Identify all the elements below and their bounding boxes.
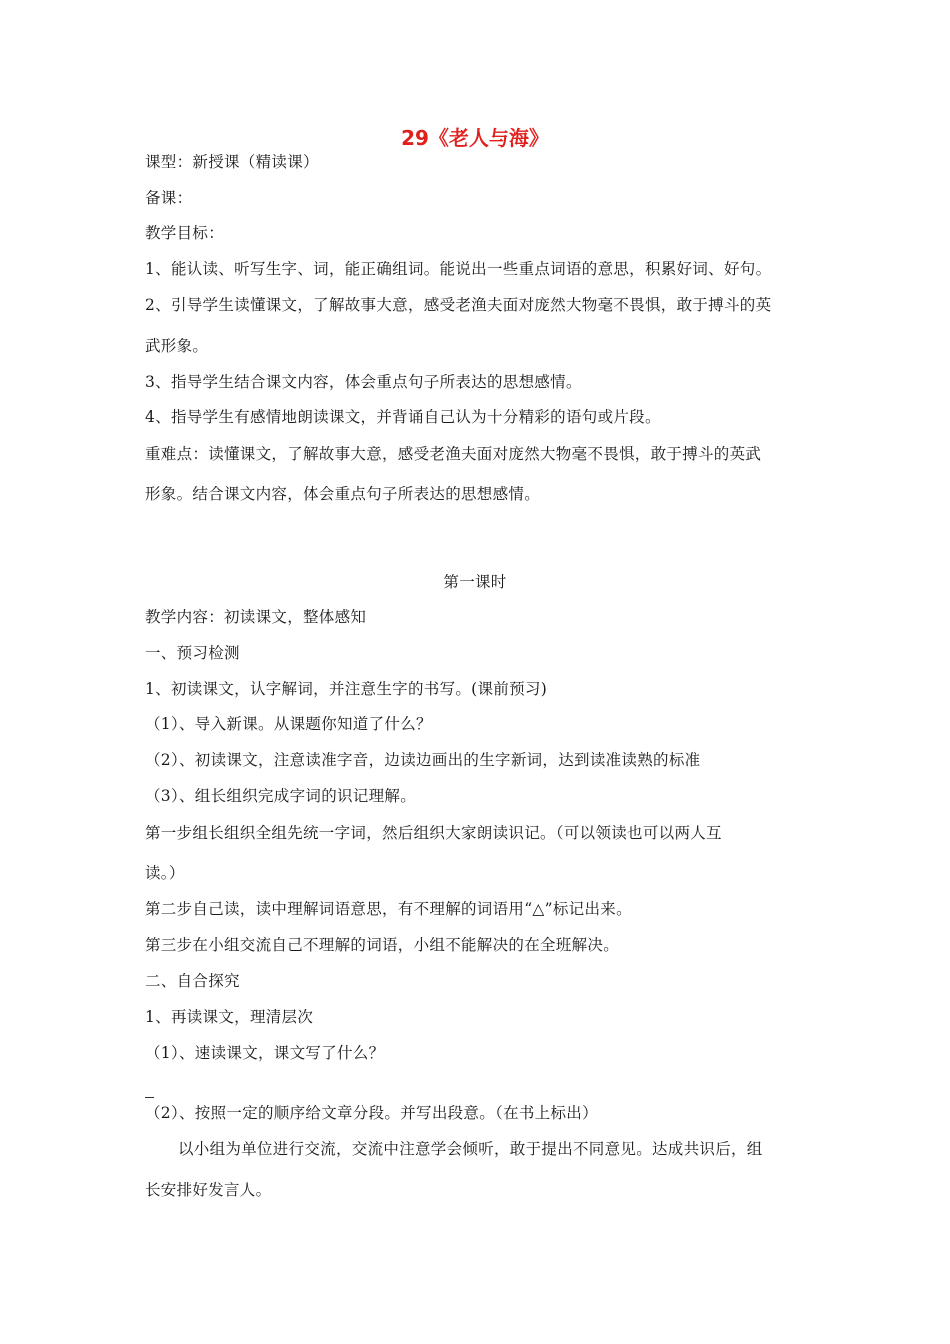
lesson-prep: 备课： bbox=[145, 189, 193, 207]
key-points-line-2: 形象。结合课文内容，体会重点句子所表达的思想感情。 bbox=[145, 485, 541, 503]
step-2-item-1: （1）、速读课文，课文写了什么？ bbox=[145, 1044, 385, 1062]
key-points-line-1: 重难点：读懂课文，了解故事大意，感受老渔夫面对庞然大物毫不畏惧，敢于搏斗的英武 bbox=[145, 445, 762, 463]
objective-3: 3、指导学生结合课文内容，体会重点句子所表达的思想感情。 bbox=[145, 373, 582, 391]
sub-step-3: 第三步在小组交流自己不理解的词语，小组不能解决的在全班解决。 bbox=[145, 936, 620, 954]
group-work-line-1: 以小组为单位进行交流，交流中注意学会倾听，敢于提出不同意见。达成共识后，组 bbox=[178, 1140, 763, 1158]
section-heading-first-lesson: 第一课时 bbox=[443, 573, 507, 591]
sub-step-1-line-2: 读。） bbox=[145, 864, 185, 882]
sub-step-2: 第二步自己读，读中理解词语意思，有不理解的词语用“△”标记出来。 bbox=[145, 900, 632, 918]
step-1-item-3: （3）、组长组织完成字词的识记理解。 bbox=[145, 787, 417, 805]
objective-1: 1、能认读、听写生字、词，能正确组词。能说出一些重点词语的意思，积累好词、好句。 bbox=[145, 260, 772, 278]
objective-2-line-2: 武形象。 bbox=[145, 337, 209, 355]
step-2: 1、再读课文，理清层次 bbox=[145, 1008, 314, 1026]
objective-4: 4、指导学生有感情地朗读课文，并背诵自己认为十分精彩的语句或片段。 bbox=[145, 408, 661, 426]
objectives-heading: 教学目标： bbox=[145, 224, 225, 242]
step-1-item-1: （1）、导入新课。从课题你知道了什么？ bbox=[145, 715, 432, 733]
step-1-item-2: （2）、初读课文，注意读准字音，边读边画出的生字新词，达到读准读熟的标准 bbox=[145, 751, 701, 769]
part-one-heading: 一、预习检测 bbox=[145, 644, 240, 662]
teaching-content: 教学内容：初读课文，整体感知 bbox=[145, 608, 367, 626]
document-title: 29《老人与海》 bbox=[401, 126, 549, 150]
step-2-item-2: （2）、按照一定的顺序给文章分段。并写出段意。（在书上标出） bbox=[145, 1104, 598, 1122]
step-1: 1、初读课文，认字解词，并注意生字的书写。(课前预习) bbox=[145, 680, 548, 698]
underline-mark bbox=[145, 1097, 154, 1098]
sub-step-1-line-1: 第一步组长组织全组先统一字词，然后组织大家朗读识记。（可以领读也可以两人互 bbox=[145, 824, 722, 842]
lesson-type: 课型：新授课（精读课） bbox=[145, 153, 319, 171]
group-work-line-2: 长安排好发言人。 bbox=[145, 1181, 272, 1199]
objective-2-line-1: 2、引导学生读懂课文，了解故事大意，感受老渔夫面对庞然大物毫不畏惧，敢于搏斗的英 bbox=[145, 296, 772, 314]
part-two-heading: 二、自合探究 bbox=[145, 972, 240, 990]
